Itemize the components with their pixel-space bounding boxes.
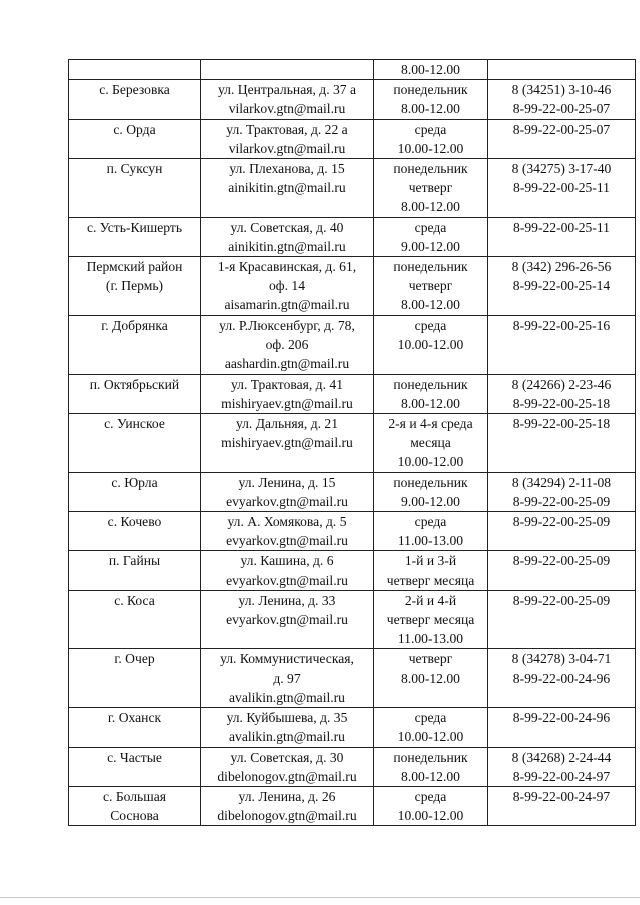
phone-cell: 8-99-22-00-25-09 (488, 512, 636, 551)
table-row (69, 708, 636, 747)
reception-time-cell: среда 10.00-12.00 (374, 119, 488, 158)
reception-time-cell: среда 10.00-12.00 (374, 708, 488, 747)
settlement-cell: с. Кочево (69, 512, 201, 551)
reception-time-cell: понедельник 8.00-12.00 (374, 747, 488, 786)
table-row (69, 590, 636, 649)
address-email-cell: ул. Трактовая, д. 41 mishiryaev.gtn@mail.ru (201, 374, 374, 413)
reception-time-cell: четверг 8.00-12.00 (374, 649, 488, 708)
address-email-cell: ул. Р.Люксенбург, д. 78, оф. 206 aashardin.gtn@mail.ru (201, 316, 374, 375)
phone-cell: 8 (342) 296-26-56 8-99-22-00-25-14 (488, 257, 636, 316)
phone-cell: 8 (34268) 2-24-44 8-99-22-00-24-97 (488, 747, 636, 786)
reception-time-cell: среда 11.00-13.00 (374, 512, 488, 551)
address-email-cell (201, 60, 374, 80)
address-email-cell: ул. Куйбышева, д. 35 avalikin.gtn@mail.ru (201, 708, 374, 747)
address-email-cell: ул. Кашина, д. 6 evyarkov.gtn@mail.ru (201, 551, 374, 590)
settlement-cell: п. Суксун (69, 159, 201, 218)
address-email-cell: ул. Советская, д. 30 dibelonogov.gtn@mail.ru (201, 747, 374, 786)
phone-cell: 8-99-22-00-25-16 (488, 316, 636, 375)
reception-schedule-table (68, 59, 636, 826)
settlement-cell: г. Очер (69, 649, 201, 708)
phone-cell: 8-99-22-00-25-18 (488, 414, 636, 473)
table-row (69, 512, 636, 551)
reception-time-cell: среда 9.00-12.00 (374, 217, 488, 256)
reception-time-cell: 8.00-12.00 (374, 60, 488, 80)
settlement-cell: с. Уинское (69, 414, 201, 473)
table-row (69, 747, 636, 786)
table-row (69, 60, 636, 80)
settlement-cell: г. Добрянка (69, 316, 201, 375)
phone-cell: 8 (34294) 2-11-08 8-99-22-00-25-09 (488, 472, 636, 511)
table-row (69, 119, 636, 158)
reception-time-cell: понедельник 8.00-12.00 (374, 374, 488, 413)
address-email-cell: ул. Советская, д. 40 ainikitin.gtn@mail.ru (201, 217, 374, 256)
phone-cell: 8-99-22-00-25-09 (488, 551, 636, 590)
address-email-cell: ул. Центральная, д. 37 а vilarkov.gtn@mail.ru (201, 80, 374, 119)
reception-time-cell: 2-й и 4-й четверг месяца 11.00-13.00 (374, 590, 488, 649)
settlement-cell: п. Гайны (69, 551, 201, 590)
reception-time-cell: 2-я и 4-я среда месяца 10.00-12.00 (374, 414, 488, 473)
phone-cell: 8-99-22-00-24-96 (488, 708, 636, 747)
settlement-cell: с. Частые (69, 747, 201, 786)
reception-time-cell: среда 10.00-12.00 (374, 786, 488, 825)
address-email-cell: ул. А. Хомякова, д. 5 evyarkov.gtn@mail.ru (201, 512, 374, 551)
settlement-cell: Пермский район (г. Пермь) (69, 257, 201, 316)
phone-cell: 8 (34278) 3-04-71 8-99-22-00-24-96 (488, 649, 636, 708)
phone-cell: 8-99-22-00-24-97 (488, 786, 636, 825)
address-email-cell: ул. Трактовая, д. 22 а vilarkov.gtn@mail.ru (201, 119, 374, 158)
settlement-cell: с. Коса (69, 590, 201, 649)
settlement-cell: п. Октябрьский (69, 374, 201, 413)
reception-time-cell: среда 10.00-12.00 (374, 316, 488, 375)
reception-time-cell: 1-й и 3-й четверг месяца (374, 551, 488, 590)
table-row (69, 786, 636, 825)
phone-cell: 8 (24266) 2-23-46 8-99-22-00-25-18 (488, 374, 636, 413)
phone-cell: 8-99-22-00-25-11 (488, 217, 636, 256)
address-email-cell: ул. Коммунистическая, д. 97 avalikin.gtn@mail.ru (201, 649, 374, 708)
table-row (69, 472, 636, 511)
table-row (69, 414, 636, 473)
reception-time-cell: понедельник четверг 8.00-12.00 (374, 159, 488, 218)
reception-time-cell: понедельник 9.00-12.00 (374, 472, 488, 511)
address-email-cell: ул. Дальняя, д. 21 mishiryaev.gtn@mail.ru (201, 414, 374, 473)
phone-cell: 8 (34251) 3-10-46 8-99-22-00-25-07 (488, 80, 636, 119)
table-row (69, 159, 636, 218)
table-row (69, 374, 636, 413)
phone-cell: 8 (34275) 3-17-40 8-99-22-00-25-11 (488, 159, 636, 218)
address-email-cell: 1-я Красавинская, д. 61, оф. 14 aisamarin.gtn@mail.ru (201, 257, 374, 316)
reception-time-cell: понедельник четверг 8.00-12.00 (374, 257, 488, 316)
settlement-cell: с. Березовка (69, 80, 201, 119)
table-body (69, 60, 636, 826)
settlement-cell (69, 60, 201, 80)
reception-time-cell: понедельник 8.00-12.00 (374, 80, 488, 119)
settlement-cell: г. Оханск (69, 708, 201, 747)
phone-cell: 8-99-22-00-25-07 (488, 119, 636, 158)
address-email-cell: ул. Плеханова, д. 15 ainikitin.gtn@mail.ru (201, 159, 374, 218)
settlement-cell: с. Большая Соснова (69, 786, 201, 825)
table-row (69, 316, 636, 375)
settlement-cell: с. Орда (69, 119, 201, 158)
address-email-cell: ул. Ленина, д. 15 evyarkov.gtn@mail.ru (201, 472, 374, 511)
table-row (69, 80, 636, 119)
address-email-cell: ул. Ленина, д. 26 dibelonogov.gtn@mail.ru (201, 786, 374, 825)
page-bottom-rule (0, 897, 640, 898)
table-row (69, 551, 636, 590)
phone-cell (488, 60, 636, 80)
settlement-cell: с. Юрла (69, 472, 201, 511)
table-row (69, 649, 636, 708)
address-email-cell: ул. Ленина, д. 33 evyarkov.gtn@mail.ru (201, 590, 374, 649)
settlement-cell: с. Усть-Кишерть (69, 217, 201, 256)
table-row (69, 217, 636, 256)
table-row (69, 257, 636, 316)
phone-cell: 8-99-22-00-25-09 (488, 590, 636, 649)
